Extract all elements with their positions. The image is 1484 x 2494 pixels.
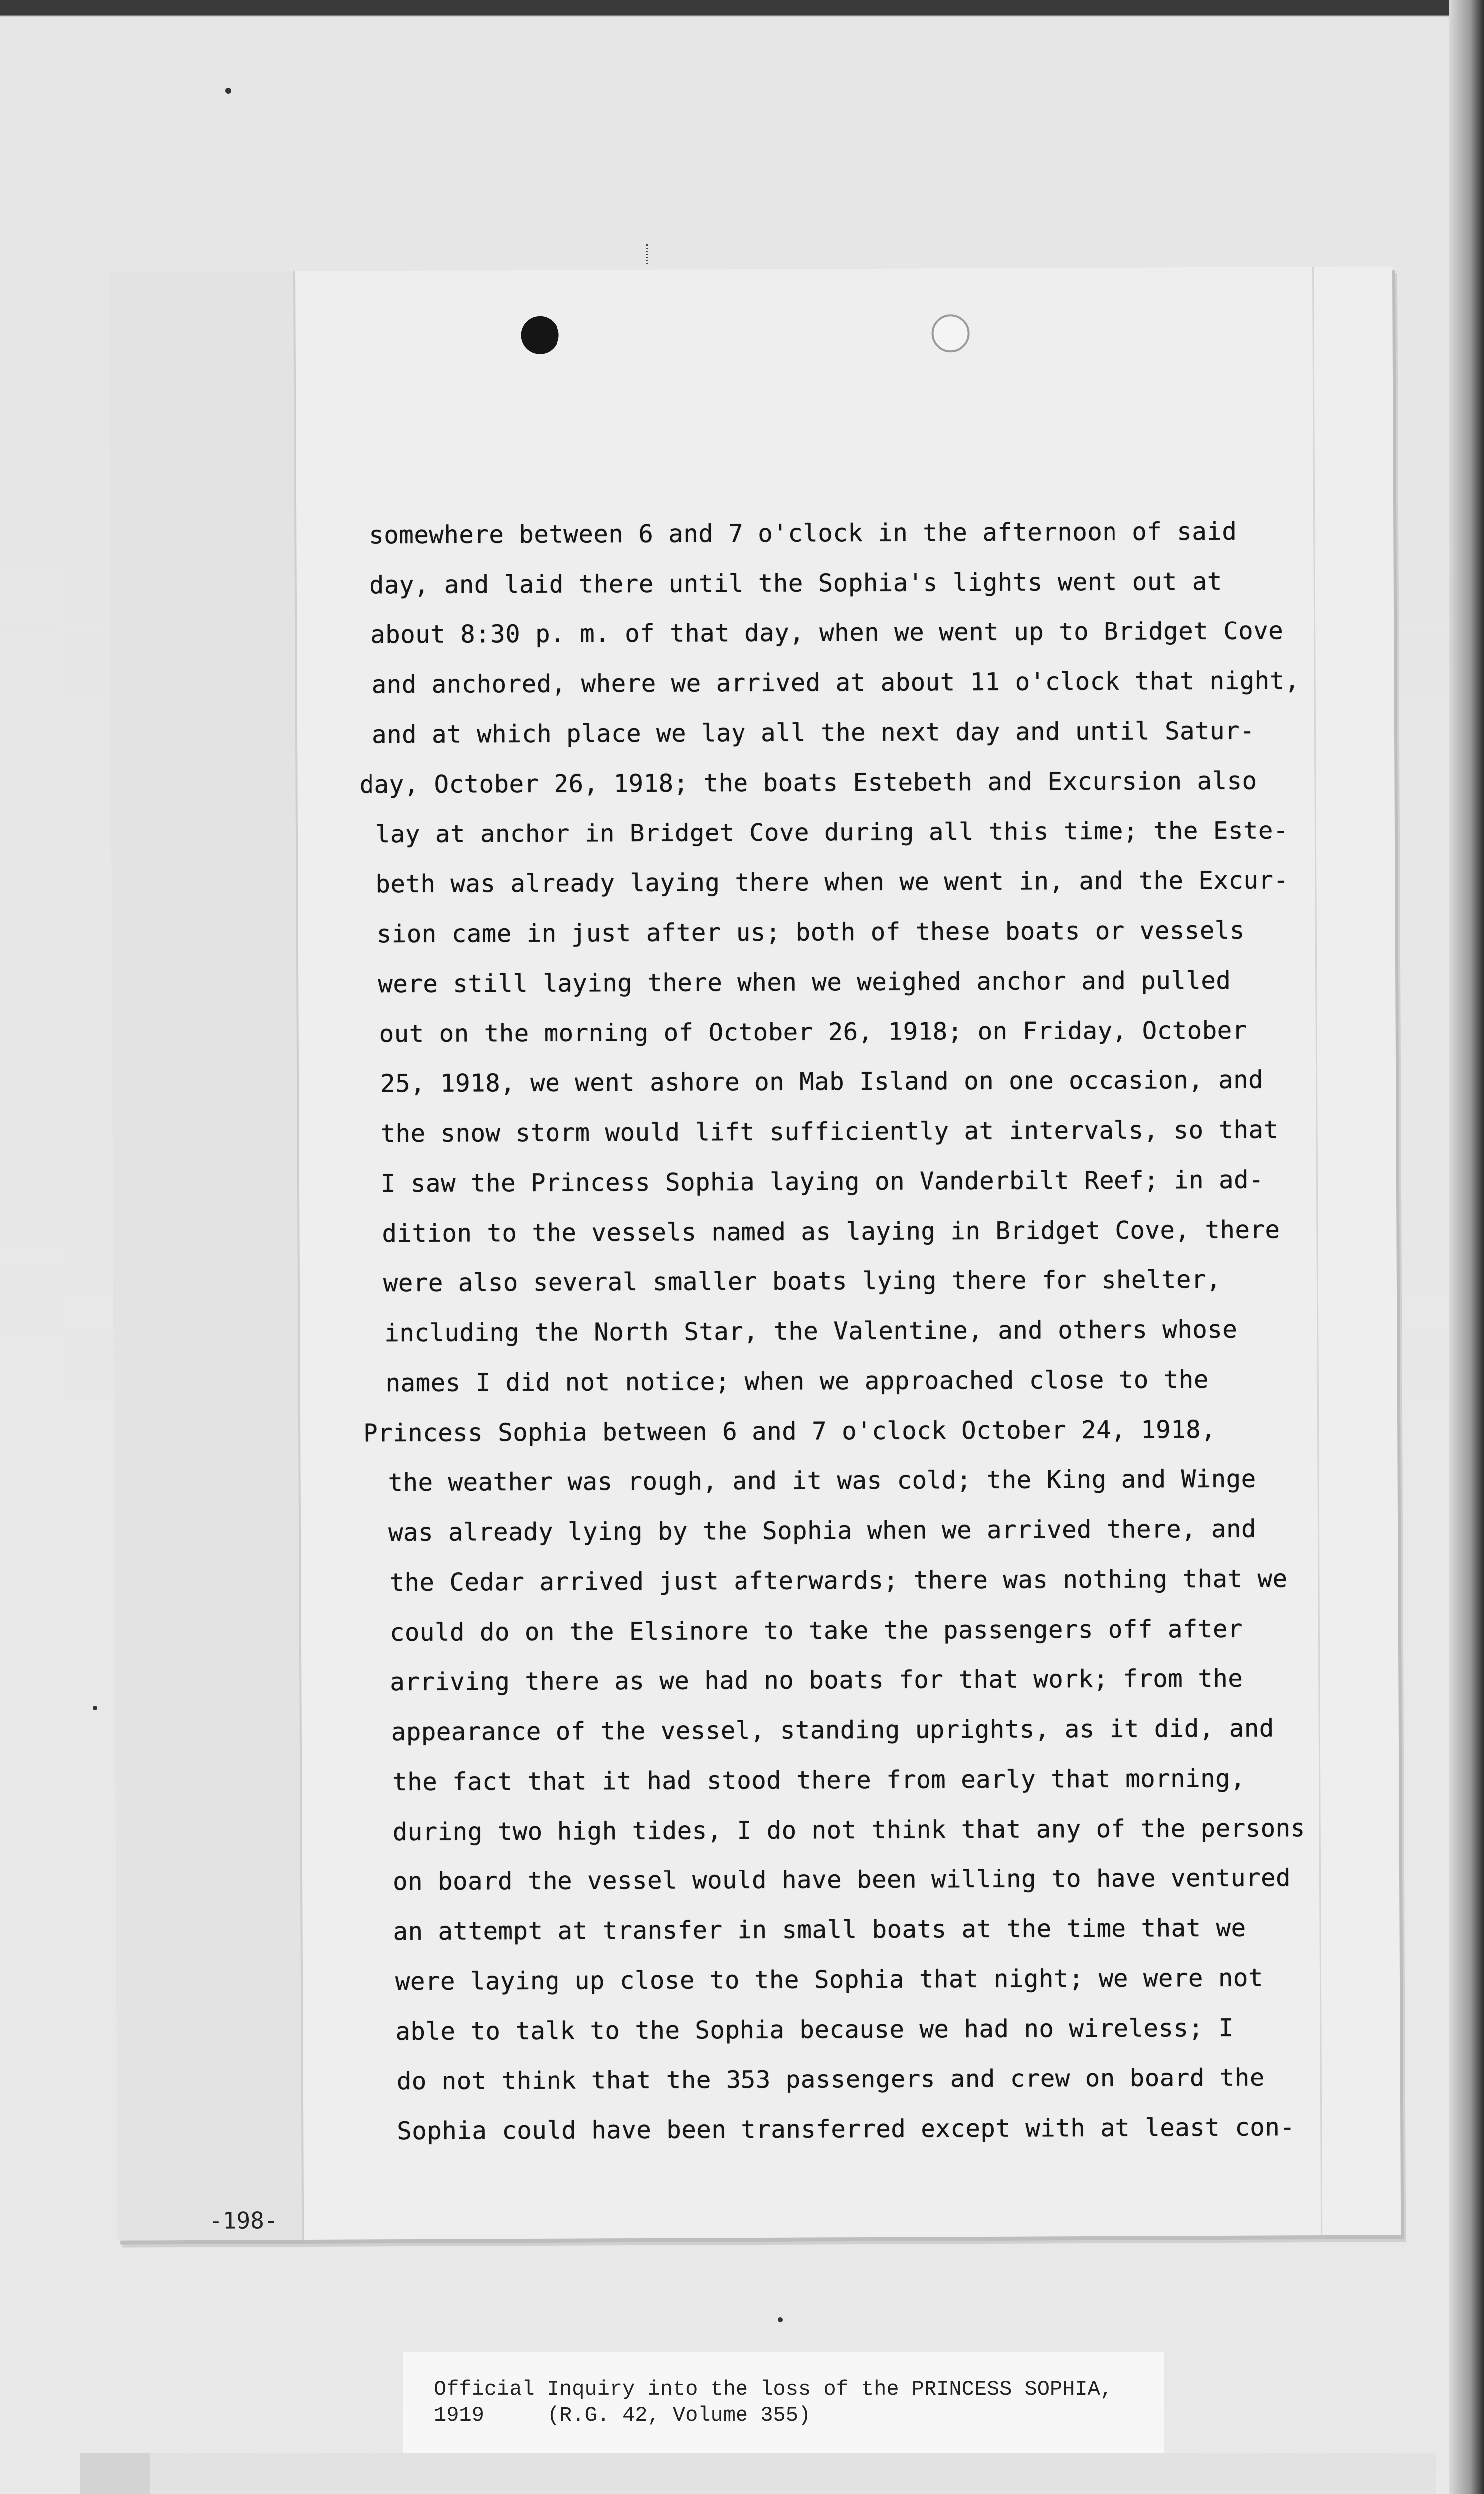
typed-page — [109, 266, 1401, 2240]
dust-speck — [225, 88, 231, 94]
text-line: were still laying there when we weighed anchor and pulled — [378, 966, 1231, 999]
fold-mark — [646, 244, 652, 264]
backing-right-edge — [1449, 0, 1484, 2494]
text-line: during two high tides, I do not think that any of the persons — [392, 1814, 1305, 1847]
text-line: sion came in just after us; both of these boats or vessels — [376, 916, 1245, 949]
text-line: including the North Star, the Valentine, and others whose — [384, 1315, 1238, 1348]
text-line: the snow storm would lift sufficiently at intervals, so that — [380, 1115, 1279, 1148]
archive-caption-label — [403, 2352, 1164, 2453]
text-line: was already lying by the Sophia when we arrived there, and — [388, 1514, 1257, 1547]
text-line: Princess Sophia between 6 and 7 o'clock October 24, 1918, — [363, 1415, 1216, 1448]
text-line: day, and laid there until the Sophia's lights went out at — [369, 567, 1222, 600]
text-line: able to talk to the Sophia because we had no wireless; I — [395, 2013, 1234, 2046]
text-line: dition to the vessels named as laying in Bridget Cove, there — [382, 1215, 1280, 1248]
dust-speck — [778, 2317, 783, 2322]
text-line: about 8:30 p. m. of that day, when we went up to Bridget Cove — [371, 617, 1284, 649]
text-line: and anchored, where we arrived at about 11 o'clock that night, — [371, 666, 1299, 699]
text-line: arriving there as we had no boats for that work; from the — [390, 1664, 1243, 1697]
text-line: 25, 1918, we went ashore on Mab Island on one occasion, and — [380, 1065, 1264, 1098]
text-line: could do on the Elsinore to take the passengers off after — [389, 1614, 1243, 1647]
public-archives-card — [80, 2453, 1436, 2494]
text-line: Sophia could have been transferred except with at least con- — [397, 2113, 1295, 2146]
punch-hole — [521, 316, 558, 354]
text-line: the Cedar arrived just afterwards; there was nothing that we — [389, 1564, 1288, 1597]
text-line: an attempt at transfer in small boats at the time that we — [393, 1913, 1246, 1946]
text-line: beth was already laying there when we went in, and the Excur- — [375, 866, 1289, 899]
text-line: were also several smaller boats lying there for shelter, — [383, 1265, 1222, 1298]
text-line: the weather was rough, and it was cold; the King and Winge — [388, 1464, 1256, 1497]
text-line: do not think that the 353 passengers and crew on board the — [396, 2063, 1265, 2096]
text-line: lay at anchor in Bridget Cove during all this time; the Este- — [375, 816, 1289, 849]
card-left-edge — [80, 2453, 150, 2494]
text-line: the fact that it had stood there from early that morning, — [392, 1764, 1246, 1797]
text-line: appearance of the vessel, standing uprights, as it did, and — [391, 1714, 1274, 1747]
caption-reference: 1919 (R.G. 42, Volume 355) — [434, 2403, 811, 2427]
page-left-margin — [109, 271, 304, 2241]
text-line: names I did not notice; when we approached close to the — [385, 1365, 1209, 1398]
dust-speck — [93, 1706, 97, 1710]
punch-hole — [931, 314, 969, 352]
text-line: were laying up close to the Sophia that night; we were not — [395, 1963, 1264, 1996]
text-line: on board the vessel would have been willing to have ventured — [392, 1864, 1291, 1896]
text-line: out on the morning of October 26, 1918; on Friday, October — [379, 1016, 1247, 1048]
text-line: somewhere between 6 and 7 o'clock in the afternoon of said — [369, 517, 1237, 550]
typed-testimony — [359, 506, 1323, 2156]
text-line: I saw the Princess Sophia laying on Vanderbilt Reef; in ad- — [380, 1165, 1264, 1198]
caption-title: Official Inquiry into the loss of the PRINCESS SOPHIA, — [434, 2377, 1113, 2401]
page-number: -198- — [208, 2207, 278, 2234]
text-line: and at which place we lay all the next day and until Satur- — [371, 716, 1255, 749]
text-line: day, October 26, 1918; the boats Estebeth and Excursion also — [359, 766, 1257, 799]
